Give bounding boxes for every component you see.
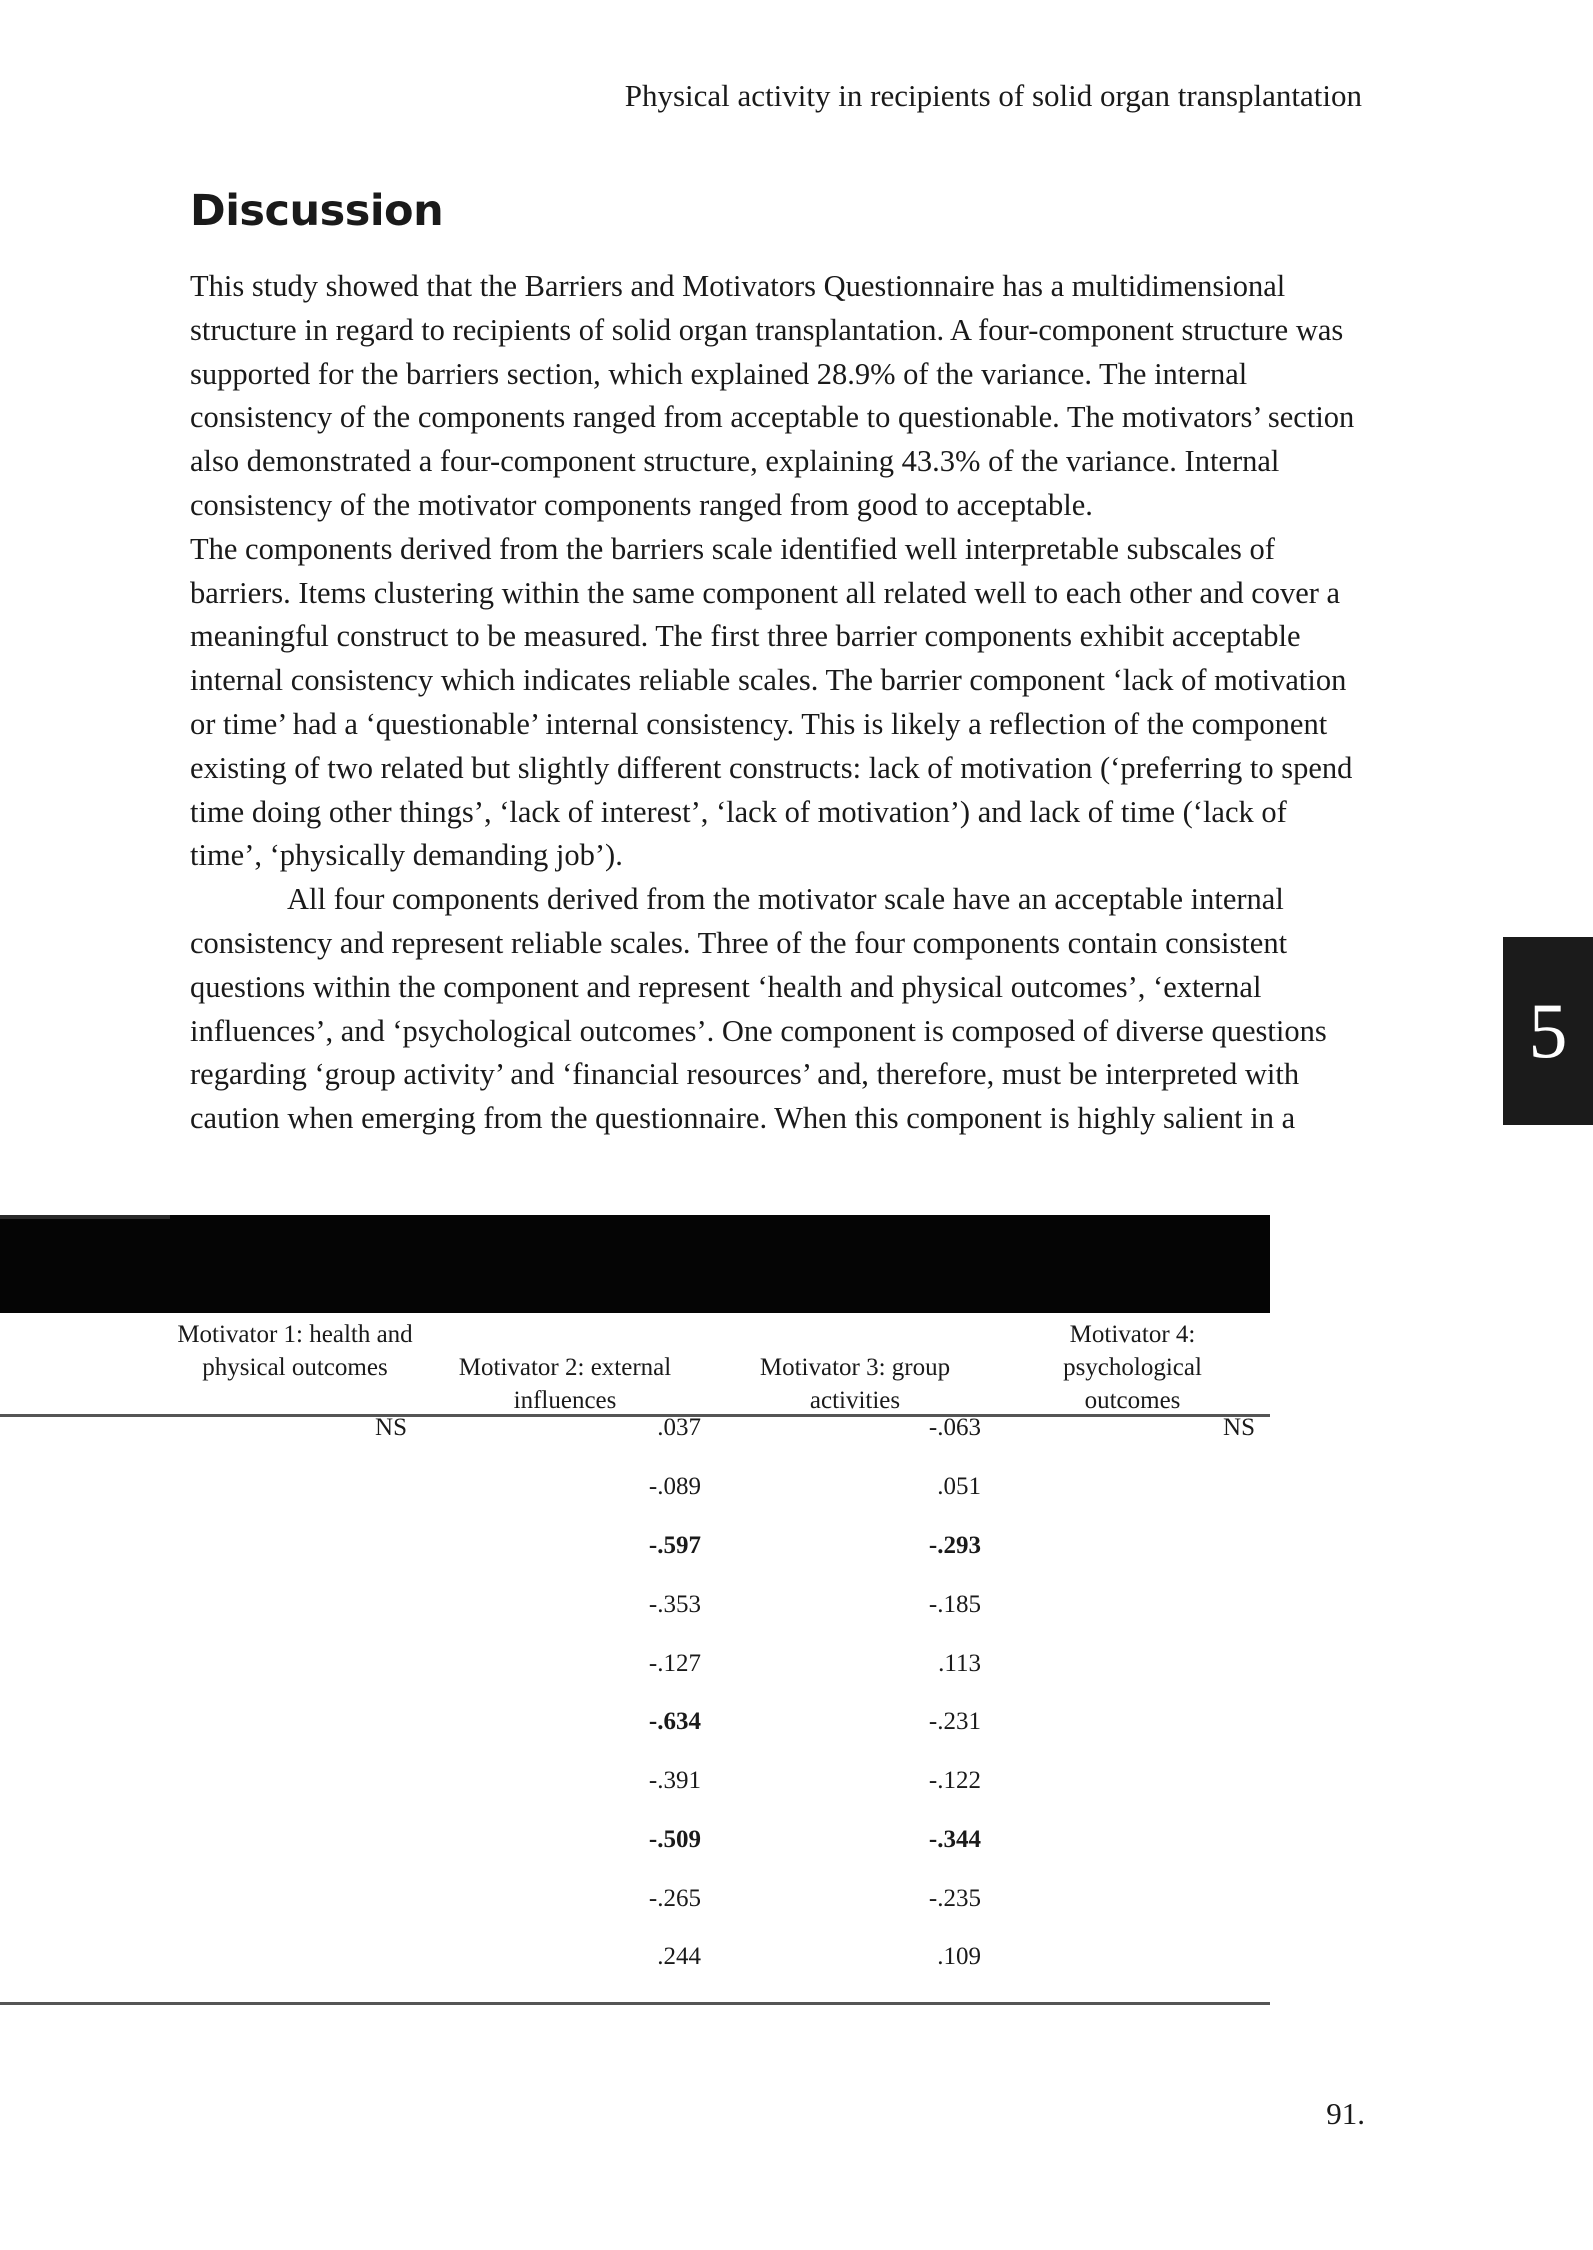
table-cell-m2: .244 (657, 1943, 701, 1970)
table-cell-m2: -.127 (648, 1650, 701, 1677)
table-cell-m3: .113 (938, 1650, 981, 1677)
paragraph-2: The components derived from the barriers scale identified well interpretable subscales of barriers. Items clustering within the same component all related well to each other and cover a meaningful construct to be measured. The first three barrier components exhibit acceptable internal consistency which indicates reliable scales. The barrier component ‘lack of motivation or time’ had a ‘questionable’ internal consistency. This is likely a reflection of the component existing of two related but slightly different constructs: lack of motivation (‘preferring to spend time doing other things’, ‘lack of interest’, ‘lack of motivation’) and lack of time (‘lack of time’, ‘physically demanding job’). (190, 531, 1353, 873)
table-cell-m4: NS (1223, 1414, 1255, 1441)
table-band-notch (0, 1215, 170, 1219)
table-cell-m3: .051 (937, 1473, 981, 1500)
table-title-band (0, 1215, 1270, 1313)
table-cell-m3: -.231 (928, 1708, 981, 1735)
column-header-motivator-3: Motivator 3: group activities (759, 1354, 951, 1414)
table-cell-m3: -.063 (928, 1414, 981, 1441)
table-cell-m3: -.293 (928, 1532, 981, 1559)
table-cell-m2: -.391 (648, 1767, 701, 1794)
table-cell-m3: -.344 (928, 1826, 981, 1853)
table-cell-m2: -.634 (648, 1708, 701, 1735)
table-cell-m2: -.353 (648, 1591, 701, 1618)
table-cell-m2: -.089 (648, 1473, 701, 1500)
page-number: 91. (1326, 2096, 1365, 2131)
table-cell-m1: NS (375, 1414, 407, 1441)
column-header-motivator-2: Motivator 2: external influences (458, 1354, 672, 1414)
running-header: Physical activity in recipients of solid organ transplantation (624, 78, 1362, 113)
discussion-body (190, 265, 1365, 1141)
table-cell-m2: -.597 (648, 1532, 701, 1559)
table-cell-m2: .037 (657, 1414, 701, 1441)
table-cell-m3: -.122 (928, 1767, 981, 1794)
table-bottom-rule (0, 2002, 1270, 2005)
table-header-rule (0, 1414, 1270, 1417)
column-header-motivator-1: Motivator 1: health and physical outcomes (177, 1321, 413, 1381)
column-header-motivator-4: Motivator 4: psychological outcomes (1063, 1321, 1202, 1414)
table-cell-m2: -.509 (648, 1826, 701, 1853)
paragraph-1: This study showed that the Barriers and Motivators Questionnaire has a multidimensional structure in regard to recipients of solid organ transplantation. A four-component structure was supported for the barriers section, which explained 28.9% of the variance. The internal consistency of the components ranged from acceptable to questionable. The motivators’ section also demonstrated a four-component structure, explaining 43.3% of the variance. Internal consistency of the motivator components ranged from good to acceptable. (190, 269, 1355, 522)
table-cell-m3: -.185 (928, 1591, 981, 1618)
chapter-tab: 5 (1503, 937, 1593, 1125)
section-heading: Discussion (190, 186, 444, 236)
table-cell-m2: -.265 (648, 1885, 701, 1912)
table-cell-m3: -.235 (928, 1885, 981, 1912)
paragraph-3: All four components derived from the motivator scale have an acceptable internal consistency and represent reliable scales. Three of the four components contain consistent questions within the component and represent ‘health and physical outcomes’, ‘external influences’, and ‘psychological outcomes’. One component is composed of diverse questions regarding ‘group activity’ and ‘financial resources’ and, therefore, must be interpreted with caution when emerging from the questionnaire. When this component is highly salient in a (190, 882, 1327, 1136)
table-cell-m3: .109 (937, 1943, 981, 1970)
